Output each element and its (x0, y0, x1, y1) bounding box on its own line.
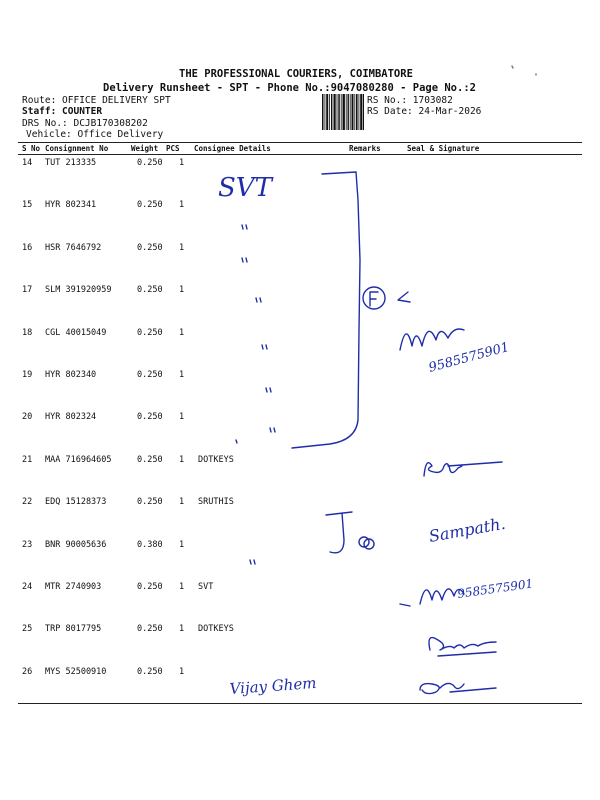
grouping-bracket (292, 172, 360, 448)
row-weight: 0.250 (137, 242, 163, 253)
rs-number: RS No.: 1703082 (367, 95, 453, 106)
row-consignment: HYR 802341 (45, 200, 97, 211)
row-consignee: DOTKEYS (198, 624, 234, 635)
row-sno: 24 (22, 582, 33, 592)
header-top-rule (18, 142, 582, 143)
row-weight: 0.380 (137, 539, 163, 550)
row-weight: 0.250 (137, 412, 163, 423)
signature-phone-2: 9585575901 (456, 576, 535, 601)
row-pcs: 1 (179, 200, 185, 211)
row-consignment: MYS 52500910 (45, 666, 107, 677)
col-consignee: Consignee Details (194, 144, 271, 153)
row-sno: 20 (22, 412, 33, 423)
row-pcs: 1 (179, 582, 185, 592)
route-label: Route: OFFICE DELIVERY SPT (22, 95, 171, 106)
row-weight: 0.250 (137, 370, 163, 380)
row-consignee: SRUTHIS (198, 497, 234, 508)
row-pcs: 1 (179, 158, 185, 168)
row-sno: 21 (22, 454, 33, 465)
header-bottom-rule (18, 154, 582, 155)
signature-scrawl-2 (420, 589, 464, 604)
row-pcs: 1 (179, 539, 185, 550)
circled-mark (363, 287, 385, 309)
col-pcs: PCS (166, 144, 180, 153)
row-consignment: MTR 2740903 (45, 582, 102, 592)
row-consignment: HSR 7646792 (45, 242, 102, 253)
row-consignment: BNR 90005636 (45, 539, 107, 550)
handwritten-svt: SVT (218, 173, 272, 203)
row-sno: 26 (22, 666, 33, 677)
row-consignment: TUT 213335 (45, 158, 97, 168)
col-weight: Weight (131, 144, 159, 153)
row-consignee: DOTKEYS (198, 454, 234, 465)
row-pcs: 1 (179, 497, 185, 508)
row-weight: 0.250 (137, 454, 163, 465)
stray-marks (512, 66, 536, 75)
signature-row-25 (429, 638, 496, 656)
row-sno: 14 (22, 158, 33, 168)
row-consignment: HYR 802324 (45, 412, 97, 423)
handwritten-sampath: Sampath. (427, 513, 507, 546)
rs-date: RS Date: 24-Mar-2026 (367, 106, 482, 117)
row-weight: 0.250 (137, 582, 163, 592)
row-weight: 0.250 (137, 327, 163, 338)
row-consignment: SLM 391920959 (45, 285, 112, 296)
signature-row-21 (424, 462, 502, 476)
row-consignee: SVT (198, 582, 214, 592)
row-pcs: 1 (179, 624, 185, 635)
row-weight: 0.250 (137, 285, 163, 296)
row-pcs: 1 (179, 454, 185, 465)
row-pcs: 1 (179, 327, 185, 338)
row-sno: 18 (22, 327, 33, 338)
company-title: THE PROFESSIONAL COURIERS, COIMBATORE (179, 68, 413, 80)
arrow-mark-2 (400, 604, 410, 606)
row-sno: 25 (22, 624, 33, 635)
vehicle-label: Vehicle: Office Delivery (26, 129, 164, 140)
col-remarks: Remarks (349, 144, 381, 153)
row-consignment: CGL 40015049 (45, 327, 107, 338)
col-sno: S No (22, 144, 41, 153)
row-pcs: 1 (179, 285, 185, 296)
row-consignment: HYR 802340 (45, 370, 97, 380)
col-consignment: Consignment No (45, 144, 109, 153)
row-consignment: MAA 716964605 (45, 454, 112, 465)
row-sno: 15 (22, 200, 33, 211)
signature-row-26 (420, 683, 496, 693)
row-pcs: 1 (179, 242, 185, 253)
arrow-mark (398, 292, 410, 302)
row-pcs: 1 (179, 370, 185, 380)
row-pcs: 1 (179, 666, 185, 677)
ditto-marks (236, 225, 275, 564)
handwritten-vijay: Vijay Ghem (229, 673, 318, 698)
signature-phone-1: 9585575901 (427, 339, 511, 376)
row-weight: 0.250 (137, 666, 163, 677)
row-sno: 16 (22, 242, 33, 253)
signature-scrawl-1 (400, 329, 464, 350)
drs-number: DRS No.: DCJB170308202 (22, 118, 148, 129)
row-weight: 0.250 (137, 497, 163, 508)
row-consignment: EDQ 15128373 (45, 497, 107, 508)
staff-label: Staff: COUNTER (22, 106, 103, 117)
row-weight: 0.250 (137, 158, 163, 168)
row-weight: 0.250 (137, 200, 163, 211)
barcode (322, 94, 364, 130)
col-seal: Seal & Signature (407, 144, 480, 153)
table-bottom-rule (18, 703, 582, 704)
initial-scrawl (326, 512, 352, 553)
row-pcs: 1 (179, 412, 185, 423)
runsheet-subtitle: Delivery Runsheet - SPT - Phone No.:9047080280 - Page No.:2 (103, 82, 476, 94)
row-weight: 0.250 (137, 624, 163, 635)
row-consignment: TRP 8017795 (45, 624, 102, 635)
row-sno: 19 (22, 370, 33, 380)
row-sno: 17 (22, 285, 33, 296)
row-sno: 22 (22, 497, 33, 508)
row-sno: 23 (22, 539, 33, 550)
